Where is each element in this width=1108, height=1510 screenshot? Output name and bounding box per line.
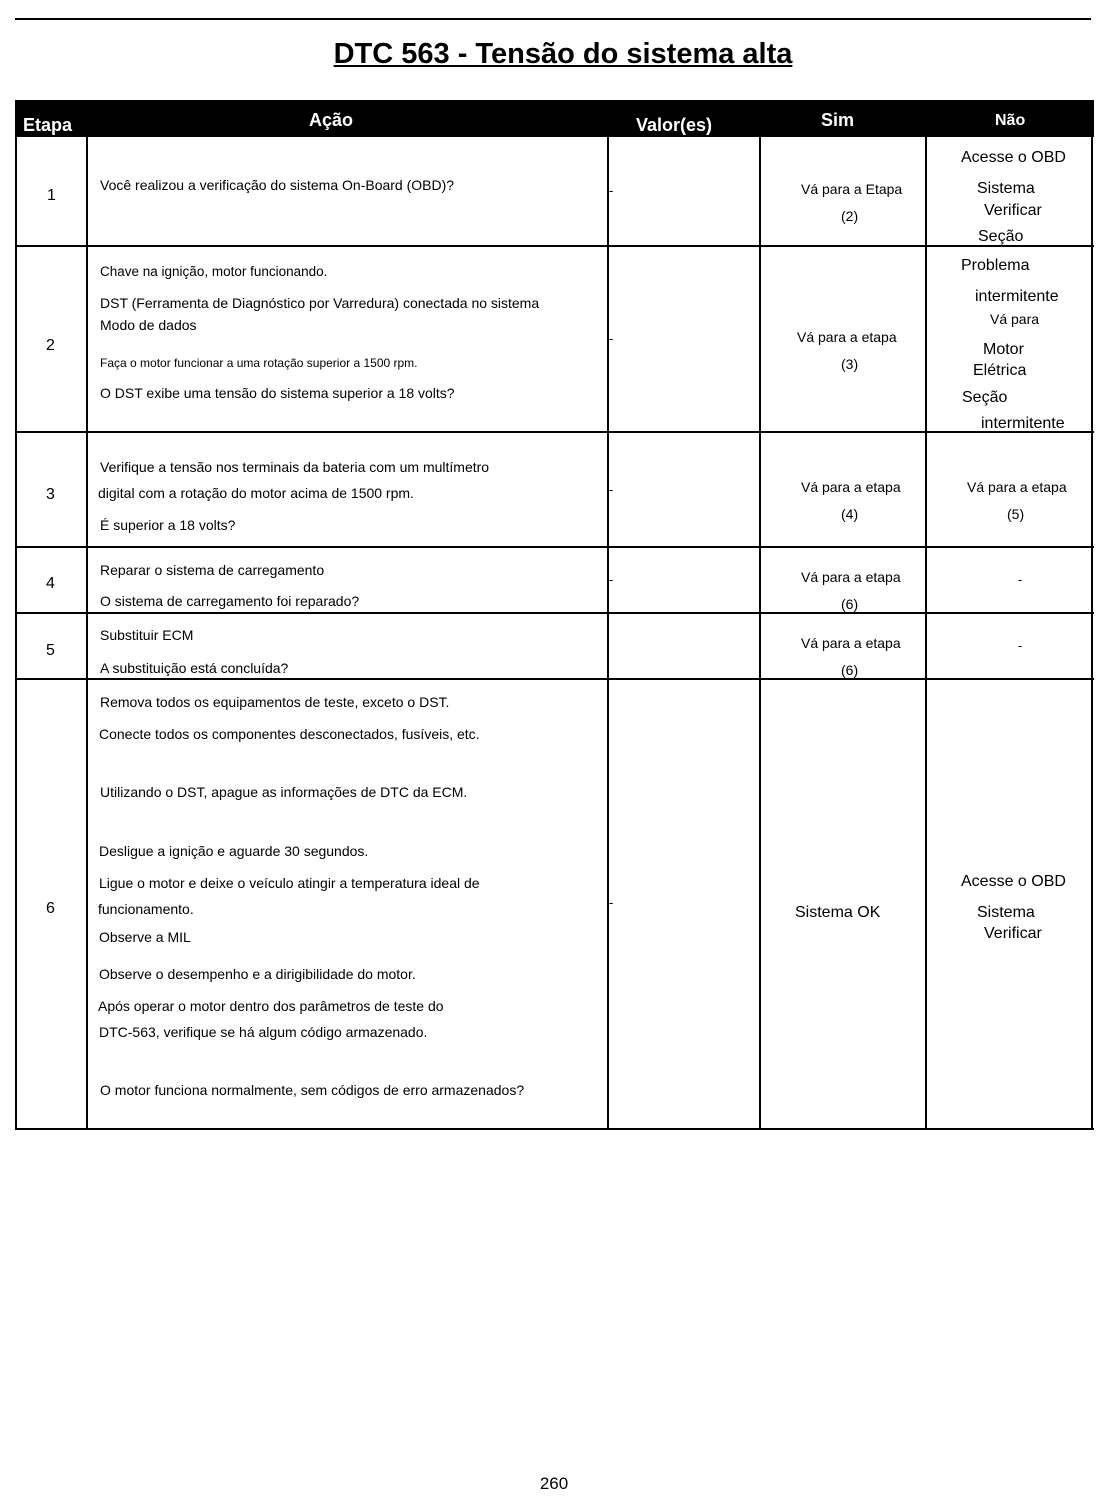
action-text: Verifique a tensão nos terminais da bateria com um multímetro	[100, 459, 490, 475]
action-text: Faça o motor funcionar a uma rotação superior a 1500 rpm.	[100, 356, 418, 370]
action-text: O motor funciona normalmente, sem códigos de erro armazenados?	[100, 1082, 525, 1098]
no-text: Seção	[962, 389, 1008, 406]
step-number: 3	[46, 486, 55, 503]
table-row-step-1	[15, 137, 1094, 247]
step-number: 1	[47, 187, 56, 204]
action-text: Desligue a ignição e aguarde 30 segundos.	[99, 843, 369, 859]
action-text: A substituição está concluída?	[100, 660, 289, 676]
action-text: DTC-563, verifique se há algum código armazenado.	[99, 1024, 428, 1040]
yes-text: Vá para a etapa	[797, 329, 897, 345]
value-text: -	[609, 183, 614, 198]
yes-text: Vá para a etapa	[801, 479, 901, 495]
action-text: Observe o desempenho e a dirigibilidade do motor.	[99, 966, 416, 982]
value-text: -	[609, 572, 614, 587]
action-text: DST (Ferramenta de Diagnóstico por Varredura) conectada no sistema	[100, 295, 540, 311]
action-text: Ligue o motor e deixe o veículo atingir a temperatura ideal de	[99, 875, 480, 891]
step-number: 5	[46, 642, 55, 659]
step-number: 4	[46, 575, 55, 592]
yes-text: Vá para a etapa	[801, 569, 901, 585]
top-rule	[15, 18, 1091, 20]
action-text: Reparar o sistema de carregamento	[100, 562, 325, 578]
action-text: É superior a 18 volts?	[100, 517, 236, 533]
table-row-step-2	[15, 247, 1094, 433]
action-text: Após operar o motor dentro dos parâmetros de teste do	[98, 998, 444, 1014]
no-text: Sistema	[977, 904, 1035, 921]
yes-text: (6)	[841, 596, 859, 612]
header-valor: Valor(es)	[636, 115, 713, 135]
action-text: funcionamento.	[98, 901, 194, 917]
action-text: Utilizando o DST, apague as informações de DTC da ECM.	[100, 784, 468, 800]
yes-text: (6)	[841, 662, 859, 678]
header-etapa: Etapa	[23, 115, 73, 135]
header-sim: Sim	[821, 110, 855, 130]
step-number: 2	[46, 337, 55, 354]
table-header	[15, 100, 1094, 137]
action-text: Você realizou a verificação do sistema On-Board (OBD)?	[100, 177, 455, 193]
no-text: Acesse o OBD	[961, 873, 1066, 890]
table-row-step-5	[15, 614, 1094, 680]
yes-text: (3)	[841, 356, 859, 372]
no-text: Motor	[983, 341, 1024, 358]
value-text: -	[609, 482, 614, 497]
yes-text: (4)	[841, 506, 859, 522]
action-text: Modo de dados	[100, 317, 197, 333]
no-text: Problema	[961, 257, 1030, 274]
table-row-step-4	[15, 548, 1094, 614]
yes-text: Vá para a Etapa	[801, 181, 903, 197]
no-text: -	[1018, 638, 1023, 653]
no-text: -	[1018, 572, 1023, 587]
no-text: Verificar	[984, 925, 1042, 942]
page-title: DTC 563 - Tensão do sistema alta	[333, 38, 793, 70]
action-text: Remova todos os equipamentos de teste, exceto o DST.	[100, 694, 450, 710]
header-nao: Não	[995, 112, 1026, 129]
yes-text: (2)	[841, 208, 859, 224]
action-text: Chave na ignição, motor funcionando.	[100, 264, 328, 279]
action-text: Observe a MIL	[99, 929, 191, 945]
step-number: 6	[46, 900, 55, 917]
no-text: Vá para a etapa	[967, 479, 1067, 495]
value-text: -	[609, 331, 614, 346]
action-text: Substituir ECM	[100, 627, 194, 643]
action-text: Conecte todos os componentes desconectados, fusíveis, etc.	[99, 726, 480, 742]
diagnostic-table	[15, 100, 1094, 1130]
header-acao: Ação	[309, 110, 354, 130]
no-text: intermitente	[975, 288, 1059, 305]
no-text: Vá para	[990, 311, 1040, 327]
action-text: digital com a rotação do motor acima de 1500 rpm.	[98, 485, 414, 501]
action-text: O sistema de carregamento foi reparado?	[100, 593, 360, 609]
no-text: Verificar	[984, 202, 1042, 219]
yes-text: Vá para a etapa	[801, 635, 901, 651]
no-text: Seção	[978, 228, 1024, 245]
no-text: Acesse o OBD	[961, 149, 1066, 166]
page-number: 260	[539, 1474, 569, 1493]
yes-text: Sistema OK	[795, 904, 881, 921]
no-text: Elétrica	[973, 362, 1027, 379]
table-row-step-3	[15, 433, 1094, 548]
no-text: Sistema	[977, 180, 1035, 197]
table-row-step-6	[15, 680, 1094, 1130]
no-text: intermitente	[981, 415, 1065, 432]
action-text: O DST exibe uma tensão do sistema superior a 18 volts?	[100, 385, 455, 401]
no-text: (5)	[1007, 506, 1025, 522]
value-text: -	[609, 895, 614, 910]
